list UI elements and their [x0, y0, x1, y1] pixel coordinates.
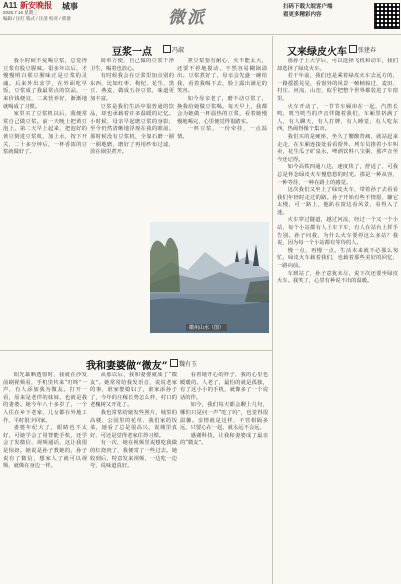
- article-2-title: 又来绿皮火车: [287, 47, 347, 58]
- paragraph: 一杯豆浆，一份牵挂，一点温情。: [177, 126, 267, 140]
- paragraph: 感谢科技，让我和妻婆成了最亲的“微友”。: [180, 432, 268, 447]
- paragraph: 看着她开心的样子，我的心里也暖暖的。人老了，最怕的就是孤独，有了这小小的手机，就像多了一个说话的伴。: [180, 372, 268, 401]
- paragraph: 我们买的是硬座，坐久了腰酸背痛，就站起来走走，在车厢连接处看看窗外。列车员推着小车叫卖，花生瓜子矿泉水，啤酒饮料八宝粥，那声音至今还记得。: [277, 133, 398, 163]
- paragraph: 简单方便，自己做的豆浆干净卫生，喝着也放心。: [90, 58, 174, 72]
- article-3-column-3: [180, 372, 268, 582]
- author-box-icon: [349, 45, 357, 53]
- article-1-column-3: [177, 58, 267, 220]
- paragraph: 车到站了，孙子意犹未尽，说下次还要坐绿皮火车。我笑了，心里有种说不出的温暖。: [277, 270, 398, 285]
- scan-prompt: [283, 3, 333, 19]
- scan-line-2: 看更多精彩内容: [283, 12, 322, 18]
- paragraph: 火车穿过隧道，越过河流，经过一个又一个小站，每个小站都有人上车下车，有人在站台上挥手告别。孙子问我，为什么火车要停这么多站？我说，因为每一个小站都有等待的人。: [277, 217, 398, 247]
- editor-credits: 编辑 / 汪红 版式 / 汪清 校对 / 邢倩: [3, 16, 71, 21]
- scan-line-1: 扫码下载大皖客户端: [283, 4, 333, 10]
- paragraph: 这次我们又坐上了绿皮火车，带着孙子去看看我们年轻时走过的路。孙子开始有些不情愿，嫌它太慢，可一路上，他趴在窗边看风景，看得入了迷。: [277, 187, 398, 216]
- paragraph: 火车开动了，一节节车厢串在一起，汽笛长鸣，咣当咣当的声音伴随着我们，车厢里挤满了人，有人聊天，有人打牌，有人睡觉，有人吃东西，热闹得像个集市。: [277, 103, 398, 133]
- landscape-photo-illustration: [150, 222, 269, 333]
- article-3-title: 我和妻婆做“微友”: [86, 361, 168, 372]
- article-1-author: [163, 45, 184, 54]
- author-box-icon: [163, 45, 171, 53]
- paragraph: 有一次，她在视频里说想吃我做的红烧肉了，我便寄了一些过去。她收到后，特意发来视频，一边吃一边夸，说味道真好。: [90, 440, 177, 470]
- paragraph: 妻婆年纪大了，眼睛也不太好，可她学会了用智能手机，还学会了发微信、视频通话，这让我很是惊讶。她说是孙子教她的，孙子说有了微信，想家人了就可以视频，就像在身边一样。: [3, 425, 87, 470]
- paragraph: 如今母亲老了，磨不动豆浆了，换我给她做豆浆喝。每天早上，我都会为她做一杯温热的豆浆，看着她慢慢地喝完，心里便觉得很踏实。: [177, 95, 267, 125]
- article-2-author: [349, 45, 376, 54]
- date-line: [3, 10, 71, 22]
- section-divider: [0, 350, 272, 351]
- page-number: A11: [3, 1, 18, 10]
- article-2-author-name: 张建春: [358, 48, 377, 54]
- paragraph: 我小时候不爱喝豆浆，总觉得豆浆有股豆腥味。很多年以后，才慢慢明白那豆腥味正是豆浆的灵魂。后来外出求学，在外面吃早饭，豆浆成了我最常点的饮品，一来价钱便宜，二来营养好，渐渐地就喝成了习惯。: [3, 58, 87, 110]
- article-1-column-2: [90, 58, 174, 220]
- article-2-body: [277, 58, 398, 582]
- article-1-title: 豆浆一点: [112, 47, 152, 58]
- landscape-photo: [150, 222, 269, 333]
- paragraph: 从那以后，我和妻婆就成了“微友”。她常常给我发语音，说说老家的事，谁家娶媳妇了，谁家添孙子了，今年的庄稼长势怎么样，村口的老槐树又开花了。: [90, 372, 177, 409]
- column-masthead: 微派: [168, 8, 206, 28]
- paragraph: 若干年前，我们也是乘着绿皮火车去远方的，一路摇摇晃晃，看窗外的风景一帧帧掠过，麦田、村庄、河流、山峦，似乎把整个世界都装进了车窗里。: [277, 73, 398, 102]
- paragraph: 如今，我们每天都会聊上几句，哪怕只是问一声“吃了吗”，也觉得很温馨。亲情就是这样，不管相隔多远，只要心在一起，就永远不会远。: [180, 402, 268, 432]
- paragraph: 煮豆浆要有耐心，火不能太大，还要不停地搅动，不然容易糊锅溢出。豆浆煮好了，母亲会先盛一碗给我，看着我喝下去，脸上露出满足的笑容。: [177, 58, 267, 95]
- article-3-author: [170, 359, 197, 368]
- column-divider: [272, 36, 273, 584]
- article-3-author-name: 魏有玉: [179, 362, 198, 368]
- author-box-icon: [170, 359, 178, 367]
- newspaper-name: 新安晚报: [20, 0, 52, 10]
- section-name: 城事: [62, 1, 78, 11]
- paragraph: 阳光暴晒透窗时，我就在沙发前刷视频看，手机里传来“叮咚”一声，有人添加我为微友。打开一看，原来是老伴的妹妹，也就是我的妻婆。她今年八十多岁了，一个人住在乡下老家，儿女都在外地工作，平时很少回家。: [3, 372, 87, 424]
- paragraph: 那孙子上大学后，可以选择飞机和动车，我们却选择了绿皮火车。: [277, 58, 398, 72]
- paragraph: 豆浆是我们生活中很普通的饮品，却也承载着许多温暖的记忆。小时候，母亲早起磨豆浆的身影，至今仍然清晰地浮现在我的眼前。那时候没有豆浆机，全靠石磨一圈一圈地磨，磨好了再用纱布过滤，放在锅里煮开。: [90, 103, 174, 156]
- article-3-column-1: [3, 372, 87, 582]
- qr-code[interactable]: [374, 3, 400, 29]
- paragraph: 家里买了豆浆机以后，我便常常自己做豆浆。前一天晚上把黄豆泡上，第二天早上起来，把泡好的黄豆倒进豆浆机，加上水，按下开关，二十多分钟后，一杯香浓的豆浆就做好了。: [3, 111, 87, 156]
- article-1-author-name: 冯淑: [172, 48, 185, 54]
- paragraph: 如今高铁四通八达，速度快了，舒适了，可我总是怀念绿皮火车慢悠悠的时光。那是一种从容，一种等待，一种在路上的感觉。: [277, 164, 398, 186]
- issue-date: 2025.7.16 星期三: [3, 10, 38, 15]
- article-3-column-2: [90, 372, 177, 582]
- paragraph: 我也常常给她发些照片，城里的高楼、公园里的花草、我们家的饭菜，她看了总是很高兴，说城里真好，可还是觉得老家住得习惯。: [90, 409, 177, 439]
- paragraph: 慢一点，再慢一点，生活本来就不必那么匆忙。绿皮火车载着我们，也载着那些美好的回忆，一路向前。: [277, 247, 398, 270]
- article-1-column-1: [3, 58, 87, 348]
- paragraph: 有时候我会在豆浆里加点别的东西，比如红枣、枸杞、花生、黑豆、燕麦，做成五谷豆浆，味道更加丰富。: [90, 73, 174, 102]
- photo-caption: 徽州山水（图）: [186, 324, 227, 331]
